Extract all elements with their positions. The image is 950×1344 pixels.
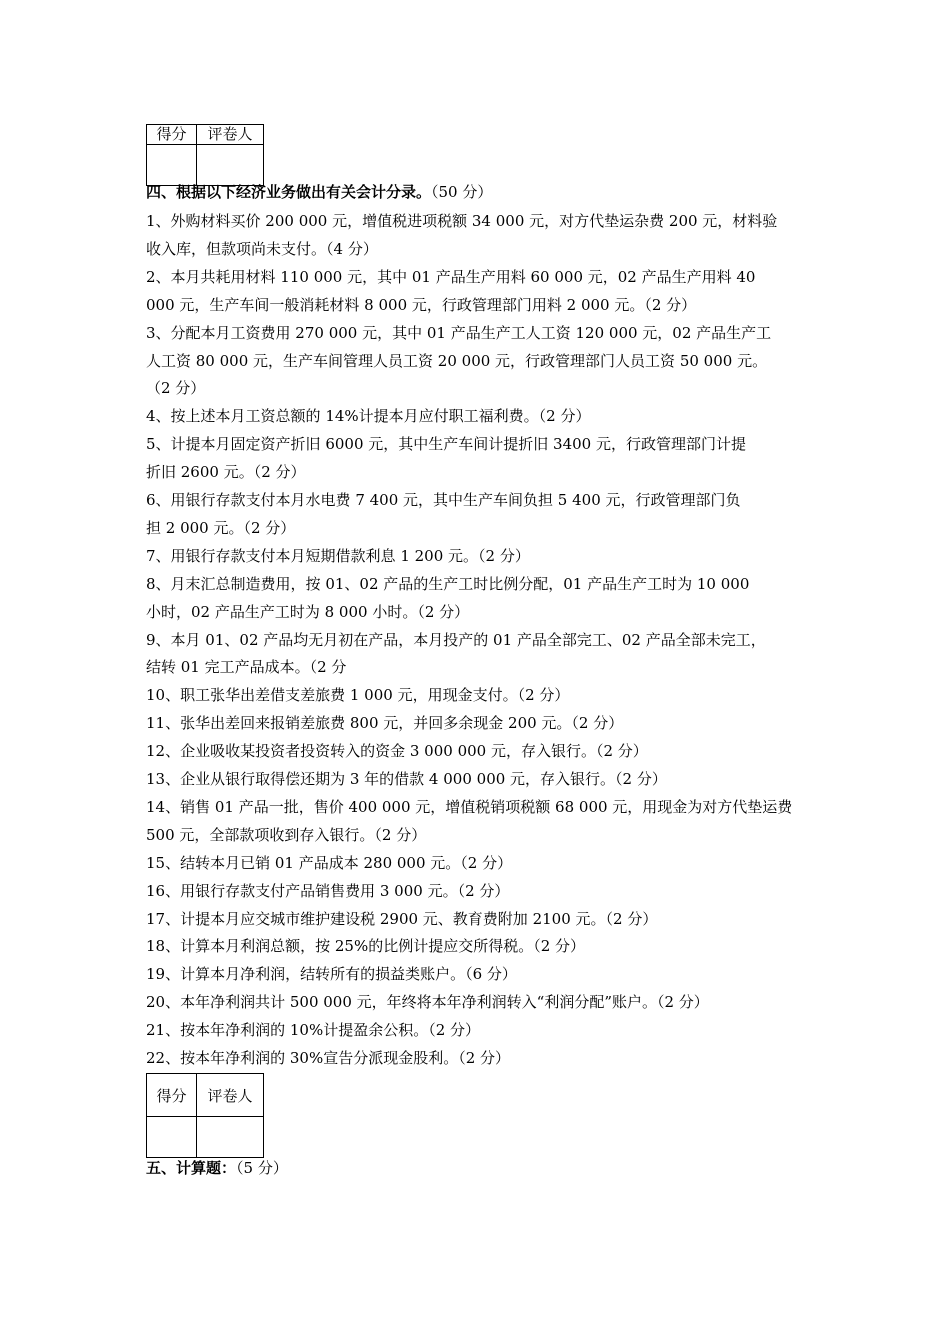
question-line: 20、本年净利润共计 500 000 元，年终将本年净利润转入“利润分配”账户。（2 分） (146, 993, 709, 1011)
score-table (146, 1073, 264, 1158)
section-4-heading (146, 182, 492, 202)
question-line: 17、计提本月应交城市维护建设税 2900 元、教育费附加 2100 元。（2 分） (146, 910, 658, 928)
question-line: 000 元，生产车间一般消耗材料 8 000 元，行政管理部门用料 2 000 元。（2 分） (146, 296, 697, 314)
grader-header: 评卷人 (197, 125, 264, 145)
question-line: 10、职工张华出差借支差旅费 1 000 元，用现金支付。（2 分） (146, 686, 570, 704)
question-line: 5、计提本月固定资产折旧 6000 元，其中生产车间计提折旧 3400 元，行政管理部门计提 (146, 435, 746, 453)
grader-cell (197, 1117, 264, 1158)
section-4-title: 四、根据以下经济业务做出有关会计分录。 (146, 183, 432, 201)
question-line: 8、月末汇总制造费用，按 01、02 产品的生产工时比例分配，01 产品生产工时为 10 000 (146, 575, 750, 593)
question-line: 18、计算本月利润总额，按 25%的比例计提应交所得税。（2 分） (146, 937, 586, 955)
score-header: 得分 (147, 125, 197, 145)
question-line: 21、按本年净利润的 10%计提盈余公积。（2 分） (146, 1021, 481, 1039)
question-line: 2、本月共耗用材料 110 000 元，其中 01 产品生产用料 60 000 元，02 产品生产用料 40 (146, 268, 756, 286)
question-line: 22、按本年净利润的 30%宣告分派现金股利。（2 分） (146, 1049, 511, 1067)
section-5-title: 五、计算题： (146, 1159, 237, 1177)
question-line: 7、用银行存款支付本月短期借款利息 1 200 元。（2 分） (146, 547, 530, 565)
question-line: 12、企业吸收某投资者投资转入的资金 3 000 000 元，存入银行。（2 分） (146, 742, 648, 760)
question-line: 14、销售 01 产品一批，售价 400 000 元，增值税销项税额 68 000 元，用现金为对方代垫运费 (146, 798, 793, 816)
question-line: 人工资 80 000 元，生产车间管理人员工资 20 000 元，行政管理部门人员工资 50 000 元。 (146, 352, 768, 370)
question-line: 4、按上述本月工资总额的 14%计提本月应付职工福利费。（2 分） (146, 407, 591, 425)
question-line: 1、外购材料买价 200 000 元，增值税进项税额 34 000 元，对方代垫运杂费 200 元，材料验 (146, 212, 778, 230)
score-cell (147, 1117, 197, 1158)
section-5-heading (146, 1158, 288, 1178)
question-line: 6、用银行存款支付本月水电费 7 400 元，其中生产车间负担 5 400 元，行政管理部门负 (146, 491, 741, 509)
question-line: 9、本月 01、02 产品均无月初在产品，本月投产的 01 产品全部完工、02 产品全部未完工， (146, 631, 766, 649)
score-cell (147, 145, 197, 186)
score-header: 得分 (147, 1074, 197, 1117)
question-line: 小时，02 产品生产工时为 8 000 小时。（2 分） (146, 603, 470, 621)
question-line: 担 2 000 元。（2 分） (146, 519, 296, 537)
question-line: （2 分） (146, 379, 206, 397)
question-line: 13、企业从银行取得偿还期为 3 年的借款 4 000 000 元，存入银行。（2 分） (146, 770, 667, 788)
question-line: 11、张华出差回来报销差旅费 800 元，并回多余现金 200 元。（2 分） (146, 714, 624, 732)
question-line: 3、分配本月工资费用 270 000 元，其中 01 产品生产工人工资 120 000 元，02 产品生产工 (146, 324, 772, 342)
question-line: 结转 01 完工产品成本。（2 分 (146, 658, 347, 676)
question-line: 19、计算本月净利润，结转所有的损益类账户。（6 分） (146, 965, 517, 983)
question-line: 折旧 2600 元。（2 分） (146, 463, 306, 481)
question-line: 500 元，全部款项收到存入银行。（2 分） (146, 826, 427, 844)
grader-cell (197, 145, 264, 186)
question-line: 收入库，但款项尚未支付。（4 分） (146, 240, 378, 258)
section-5-points: （5 分） (236, 1159, 288, 1177)
question-line: 16、用银行存款支付产品销售费用 3 000 元。（2 分） (146, 882, 510, 900)
section-4-points: （50 分） (431, 183, 493, 201)
score-table (146, 124, 264, 186)
question-line: 15、结转本月已销 01 产品成本 280 000 元。（2 分） (146, 854, 513, 872)
grader-header: 评卷人 (197, 1074, 264, 1117)
